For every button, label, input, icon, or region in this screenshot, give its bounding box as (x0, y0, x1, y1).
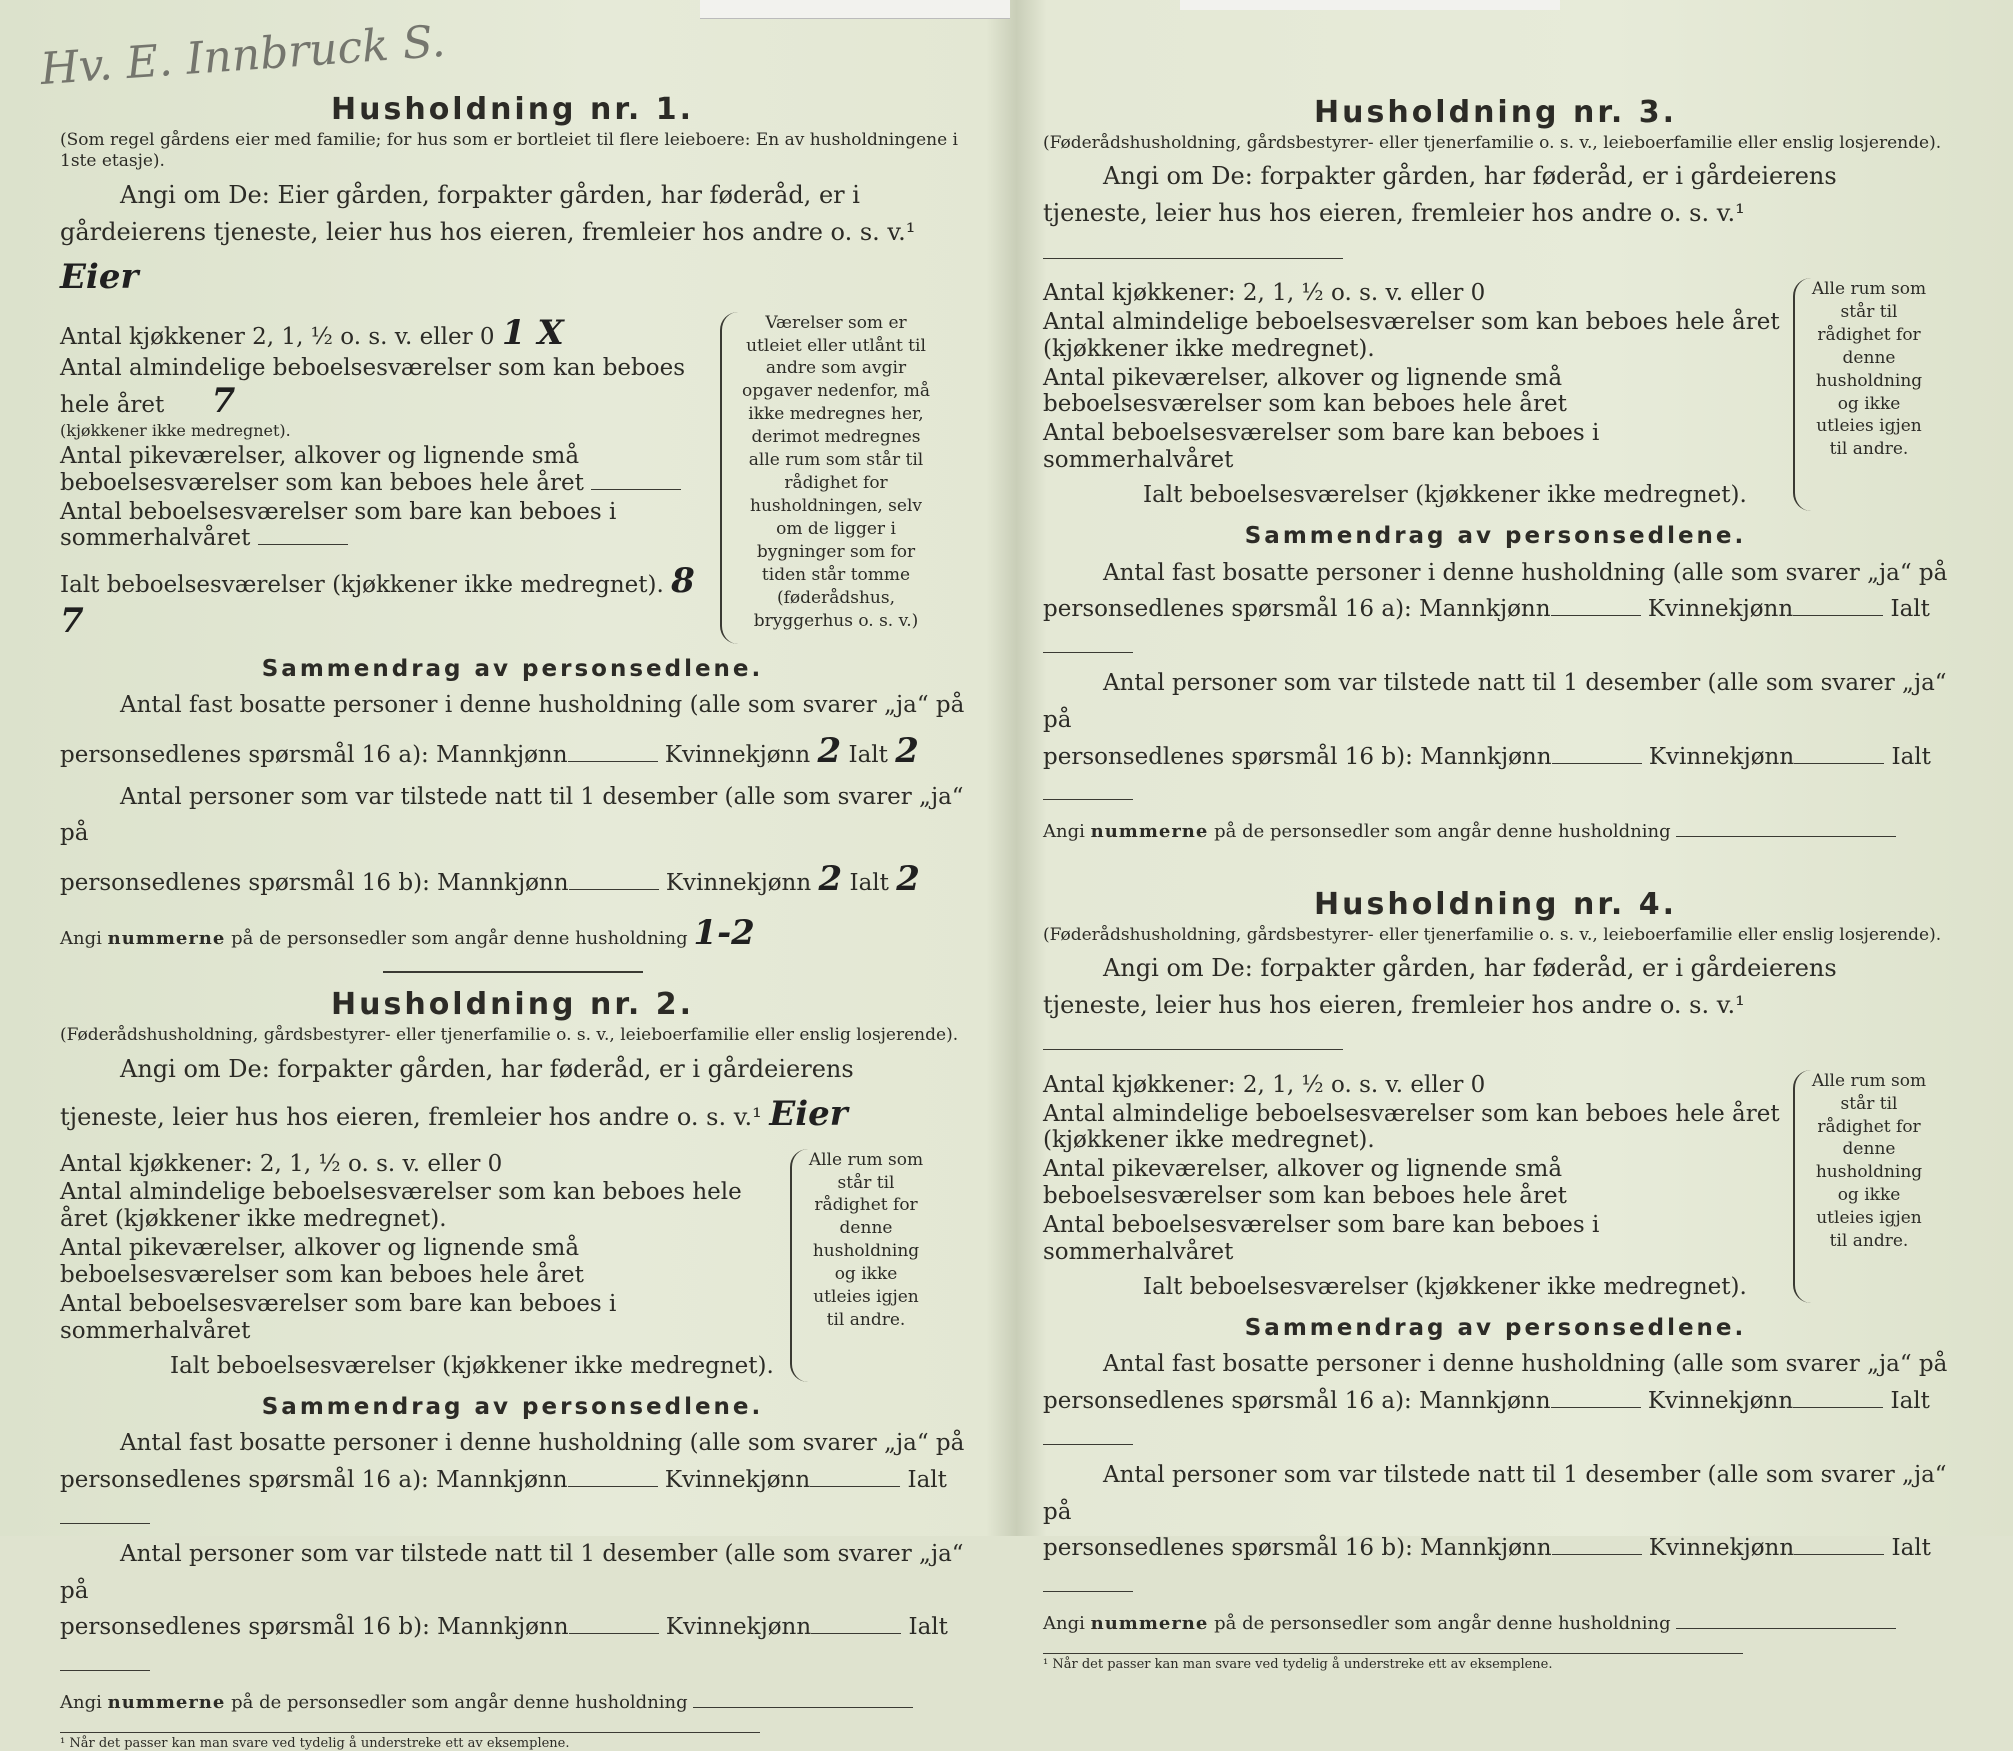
household-2-numbers-field[interactable] (693, 1689, 913, 1708)
q16a-intro: Antal fast bosatte personer i denne husholdning (alle som svarer „ja“ på (1103, 1351, 1948, 1378)
summer-rooms-row: Antal beboelsesværelser som bare kan beboes i sommerhalvåret (60, 1291, 617, 1344)
ordinary-rooms-row: Antal almindelige beboelsesværelser som kan beboes hele året (kjøkkener ikke medregnet). (1043, 308, 1780, 362)
household-2-numbers-row: Angi nummerne på de personsedler som angår denne husholdning (60, 1689, 965, 1714)
q16b-intro: Antal personer som var tilstede natt til 1 desember (alle som svarer „ja“ på (60, 783, 964, 847)
q16a-total-value[interactable]: 2 (895, 731, 919, 772)
right-page (1043, 95, 1948, 1672)
household-1-note: (Som regel gårdens eier med familie; for hus som er bortleiet til flere leieboere: En av husholdningene i 1ste etasje). (60, 130, 958, 172)
household-1-numbers-row: Angi nummerne på de personsedler som angår denne husholdning 1-2 (60, 912, 755, 953)
household-2-note: (Føderådshusholdning, gårdsbestyrer- eller tjenerfamilie o. s. v., leieboerfamilie eller enslig losjerende). (60, 1025, 959, 1046)
footnote: ¹ Når det passer kan man svare ved tydelig å understreke ett av eksemplene. (1043, 1653, 1743, 1673)
q16a-row: personsedlenes spørsmål 16 a): Mannkjønn Kvinnekjønn 2 Ialt 2 (60, 731, 919, 772)
household-4-angi-field[interactable] (1043, 1031, 1343, 1050)
kitchens-row: Antal kjøkkener 2, 1, ½ o. s. v. eller 0 1 X (60, 312, 564, 353)
q16a-male-field[interactable] (1551, 1389, 1641, 1408)
household-3-numbers-field[interactable] (1676, 818, 1896, 837)
household-3-brace-note: Alle rum som står til rådighet for denne husholdning og ikke utleies igjen til andre. (1793, 278, 1929, 511)
maid-rooms-row: Antal pikeværelser, alkover og lignende små beboelsesværelser som kan beboes hele året (60, 1235, 584, 1289)
divider (383, 971, 643, 973)
q16a-row: personsedlenes spørsmål 16 a): Mannkjønn Kvinnekjønn Ialt (60, 1462, 965, 1536)
household-1-brace-note: Værelser som er utleiet eller utlånt til andre som avgir opgaver nedenfor, må ikke medregnes her, derimot medregnes alle rum som står til rådighet for husholdningen, selv om de ligger i bygninger som for tiden står tomme (føderådshus, bryggerhus o. s. v.) (720, 312, 936, 644)
summer-rooms-row: Antal beboelsesværelser som bare kan beboes i sommerhalvåret (60, 498, 617, 552)
q16b-female-field[interactable] (811, 1615, 901, 1634)
ordinary-rooms-row: Antal almindelige beboelsesværelser som kan beboes hele året (kjøkkener ikke medregnet). (60, 1179, 742, 1233)
maid-rooms-field[interactable] (591, 471, 681, 490)
household-3-summary-title: Sammendrag av personsedlene. (1244, 523, 1747, 550)
total-rooms-row: Ialt beboelsesværelser (kjøkkener ikke medregnet). (170, 1352, 774, 1379)
total-rooms-row: Ialt beboelsesværelser (kjøkkener ikke medregnet). 8 7 (60, 561, 695, 642)
q16a-row: personsedlenes spørsmål 16 a): Mannkjønn Kvinnekjønn Ialt (1043, 591, 1948, 665)
household-3-angi: Angi om De: forpakter gården, har føderåd, er i gårdeierens tjeneste, leier hus hos eieren, fremleier hos andre o. s. v.¹ (1043, 158, 1948, 270)
ordinary-rooms-row: Antal almindelige beboelsesværelser som kan beboes hele året (kjøkkener ikke medregnet). (1043, 1100, 1780, 1154)
q16a-total-field[interactable] (60, 1505, 150, 1524)
household-2-brace-note: Alle rum som står til rådighet for denne husholdning og ikke utleies igjen til andre. (790, 1149, 926, 1382)
household-1-title: Husholdning nr. 1. (331, 92, 694, 127)
maid-rooms-row: Antal pikeværelser, alkover og lignende små beboelsesværelser som kan beboes hele året (1043, 364, 1567, 418)
q16b-total-field[interactable] (60, 1652, 150, 1671)
household-2-angi: Angi om De: forpakter gården, har føderåd, er i gårdeierens tjeneste, leier hus hos eieren, fremleier hos andre o. s. v.¹ Eier (60, 1054, 854, 1134)
q16b-female-field[interactable] (1794, 1536, 1884, 1555)
household-1-rooms (60, 312, 965, 644)
summer-rooms-field[interactable] (258, 526, 348, 545)
household-3-angi-field[interactable] (1043, 240, 1343, 259)
maid-rooms-row: Antal pikeværelser, alkover og lignende små beboelsesværelser som kan beboes hele året (1043, 1156, 1567, 1210)
kitchens-row: Antal kjøkkener: 2, 1, ½ o. s. v. eller 0 (1043, 1071, 1486, 1098)
q16a-intro: Antal fast bosatte personer i denne husholdning (alle som svarer „ja“ på (1103, 559, 1948, 586)
q16a-intro: Antal fast bosatte personer i denne husholdning (alle som svarer „ja“ på (120, 1430, 965, 1457)
total-rooms-row: Ialt beboelsesværelser (kjøkkener ikke medregnet). (1143, 482, 1747, 509)
ordinary-rooms-value[interactable]: 7 (211, 381, 236, 422)
left-page (60, 92, 965, 1751)
household-2-title: Husholdning nr. 2. (331, 987, 694, 1023)
household-1-angi: Angi om De: Eier gården, forpakter gården, har føderåd, er i gårdeierens tjeneste, leier hus hos eieren, fremleier hos andre o. s. v.¹ Eier (60, 180, 916, 297)
q16b-intro: Antal personer som var tilstede natt til 1 desember (alle som svarer „ja“ på (60, 1540, 964, 1604)
total-rooms-row: Ialt beboelsesværelser (kjøkkener ikke medregnet). (1143, 1273, 1747, 1300)
q16b-male-field[interactable] (569, 1615, 659, 1634)
household-2-angi-answer[interactable]: Eier (769, 1093, 848, 1134)
household-4-rooms (1043, 1070, 1948, 1303)
household-3-rooms (1043, 278, 1948, 511)
q16a-row: personsedlenes spørsmål 16 a): Mannkjønn Kvinnekjønn Ialt (1043, 1383, 1948, 1457)
q16a-total-field[interactable] (1043, 1426, 1133, 1445)
q16b-intro: Antal personer som var tilstede natt til 1 desember (alle som svarer „ja“ på (1043, 670, 1947, 733)
household-1-summary-title: Sammendrag av personsedlene. (261, 655, 764, 682)
household-1-numbers-value[interactable]: 1-2 (693, 912, 755, 953)
q16b-total-value[interactable]: 2 (896, 859, 920, 900)
q16b-row: personsedlenes spørsmål 16 b): Mannkjønn Kvinnekjønn 2 Ialt 2 (60, 859, 920, 900)
q16b-male-field[interactable] (1552, 745, 1642, 764)
household-4-angi: Angi om De: forpakter gården, har føderåd, er i gårdeierens tjeneste, leier hus hos eieren, fremleier hos andre o. s. v.¹ (1043, 950, 1948, 1062)
q16b-total-field[interactable] (1043, 781, 1133, 800)
q16a-male-field[interactable] (568, 1468, 658, 1487)
q16b-row: personsedlenes spørsmål 16 b): Mannkjønn Kvinnekjønn Ialt (1043, 739, 1948, 813)
q16a-female-field[interactable] (810, 1468, 900, 1487)
q16b-row: personsedlenes spørsmål 16 b): Mannkjønn Kvinnekjønn Ialt (60, 1609, 965, 1683)
household-4-title: Husholdning nr. 4. (1314, 886, 1677, 922)
household-4-note: (Føderådshusholdning, gårdsbestyrer- eller tjenerfamilie o. s. v., leieboerfamilie eller enslig losjerende). (1043, 924, 1942, 945)
household-3-title: Husholdning nr. 3. (1314, 95, 1677, 130)
paper-tear (1180, 0, 1560, 10)
summer-rooms-row: Antal beboelsesværelser som bare kan beboes i sommerhalvåret (1043, 1212, 1600, 1266)
ordinary-rooms-row: Antal almindelige beboelsesværelser som kan beboes hele året 7 (kjøkkener ikke medregnet). (60, 355, 686, 440)
q16b-male-field[interactable] (1552, 1536, 1642, 1555)
q16a-total-field[interactable] (1043, 634, 1133, 653)
q16b-female-value[interactable]: 2 (818, 859, 843, 900)
q16b-total-field[interactable] (1043, 1573, 1133, 1592)
household-3-numbers-row: Angi nummerne på de personsedler som angår denne husholdning (1043, 818, 1948, 843)
q16a-female-field[interactable] (1793, 597, 1883, 616)
q16a-male-field[interactable] (568, 743, 658, 762)
total-rooms-value[interactable]: 8 7 (60, 561, 695, 642)
q16a-male-field[interactable] (1551, 597, 1641, 616)
q16a-female-field[interactable] (1793, 1389, 1883, 1408)
handwritten-place-note: Hv. E. Innbruck S. (38, 15, 447, 96)
household-2-summary-title: Sammendrag av personsedlene. (261, 1393, 764, 1420)
kitchens-row: Antal kjøkkener: 2, 1, ½ o. s. v. eller 0 (60, 1150, 503, 1177)
q16b-intro: Antal personer som var tilstede natt til 1 desember (alle som svarer „ja“ på (1043, 1461, 1947, 1525)
paper-tear (700, 0, 1010, 19)
footnote: ¹ Når det passer kan man svare ved tydelig å understreke ett av eksemplene. (60, 1732, 760, 1751)
household-4-numbers-row: Angi nummerne på de personsedler som angår denne husholdning (1043, 1610, 1948, 1635)
household-4-brace-note: Alle rum som står til rådighet for denne husholdning og ikke utleies igjen til andre. (1793, 1070, 1929, 1303)
household-4-numbers-field[interactable] (1676, 1610, 1896, 1629)
household-3-note: (Føderådshusholdning, gårdsbestyrer- eller tjenerfamilie o. s. v., leieboerfamilie eller enslig losjerende). (1043, 133, 1942, 153)
q16b-row: personsedlenes spørsmål 16 b): Mannkjønn Kvinnekjønn Ialt (1043, 1530, 1948, 1604)
household-4-summary-title: Sammendrag av personsedlene. (1244, 1314, 1747, 1341)
summer-rooms-row: Antal beboelsesværelser som bare kan beboes i sommerhalvåret (1043, 420, 1600, 474)
q16a-intro: Antal fast bosatte personer i denne husholdning (alle som svarer „ja“ på (120, 692, 965, 719)
household-2-rooms (60, 1149, 965, 1382)
kitchens-value[interactable]: 1 X (501, 312, 564, 353)
kitchens-row: Antal kjøkkener: 2, 1, ½ o. s. v. eller 0 (1043, 279, 1486, 306)
maid-rooms-row: Antal pikeværelser, alkover og lignende små beboelsesværelser som kan beboes hele året (60, 443, 710, 497)
household-1-angi-answer[interactable]: Eier (60, 256, 139, 297)
q16b-male-field[interactable] (569, 871, 659, 890)
q16a-female-value[interactable]: 2 (817, 731, 842, 772)
q16b-female-field[interactable] (1794, 745, 1884, 764)
